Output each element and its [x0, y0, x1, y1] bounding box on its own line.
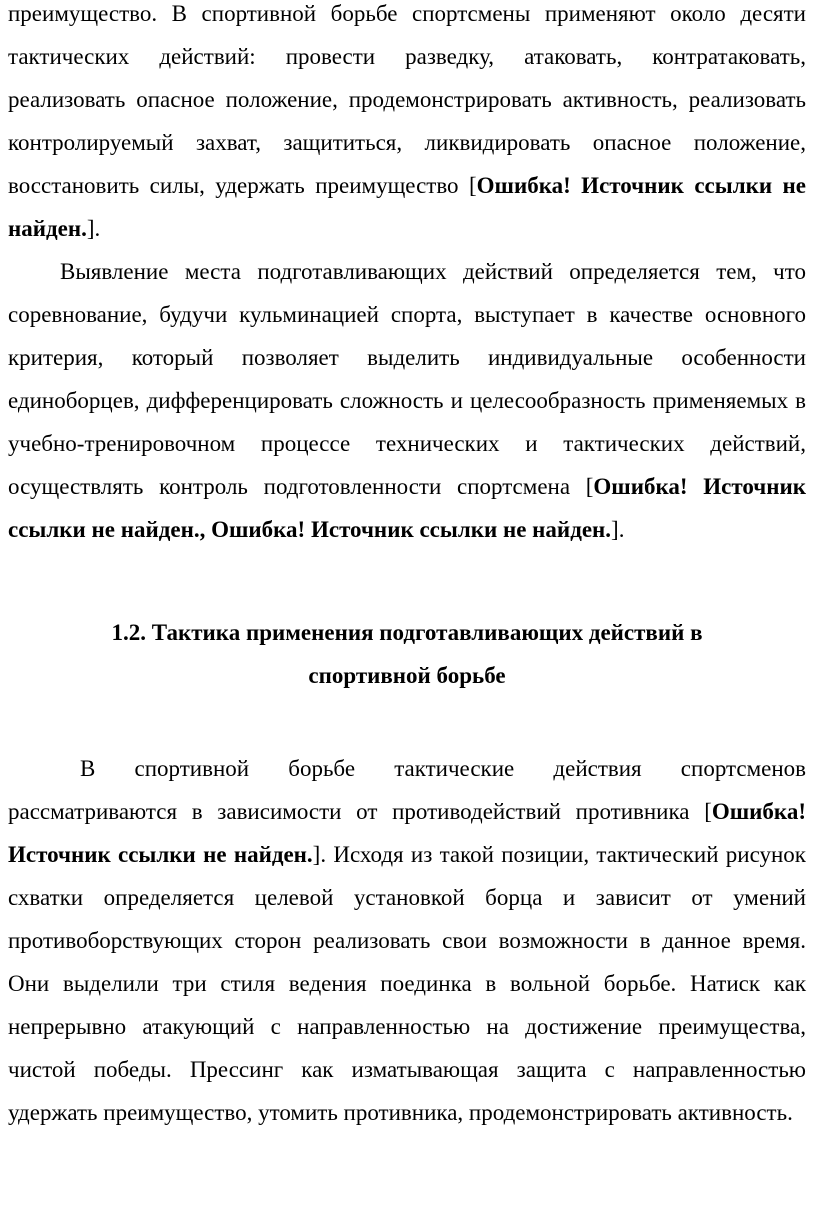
paragraph-3-tail: ]. Исходя из такой позиции, тактический рисунок схватки определяется целевой установкой борца и зависит от умений противоборствующих сторон реализовать свои возможности в данное время. Они выделили три стиля ведения поединка в вольной борьбе. Натиск как непрерывно атакующий с направленностью на достижение преимущества, чистой победы. Прессинг как изматывающая защита с направленностью удержать преимущество, утомить противника, продемонстрировать активность.: [8, 842, 806, 1125]
paragraph-1: [8, 0, 806, 250]
reference-error: Ошибка! Источник ссылки не найден.: [8, 799, 806, 867]
paragraph-3: [8, 747, 806, 1134]
paragraph-2-text: Выявление места подготавливающих действий определяется тем, что соревнование, будучи кульминацией спорта, выступает в качестве основного критерия, который позволяет выделить индивидуальные особенности единоборцев, дифференцировать сложность и целесообразность применяемых в учебно-тренировочном процессе технических и тактических действий, осуществлять контроль подготовленности спортсмена [: [8, 259, 806, 499]
reference-error: Ошибка! Источник ссылки не найден.: [8, 173, 806, 241]
spacer: [8, 697, 806, 747]
paragraph-3-text: В спортивной борьбе тактические действия спортсменов рассматриваются в зависимости от противодействий противника [: [8, 756, 806, 824]
reference-error: Ошибка! Источник ссылки не найден.: [211, 517, 612, 542]
paragraph-2-tail: ].: [611, 517, 625, 542]
paragraph-1-text: преимущество. В спортивной борьбе спортсмены применяют около десяти тактических действий: провести разведку, атаковать, контратаковать, реализовать опасное положение, продемонстрировать активность, реализовать контролируемый захват, защититься, ликвидировать опасное положение, восстановить силы, удержать преимущество [: [8, 1, 806, 198]
spacer: [8, 551, 806, 611]
section-heading: [8, 611, 806, 697]
reference-error: Ошибка! Источник ссылки не найден.: [8, 474, 806, 542]
paragraph-1-tail: ].: [86, 216, 101, 241]
paragraph-2: [8, 250, 806, 551]
section-heading-line-1: 1.2. Тактика применения подготавливающих действий в: [111, 620, 703, 645]
section-heading-line-2: спортивной борьбе: [308, 663, 506, 688]
reference-separator: ,: [199, 517, 212, 542]
